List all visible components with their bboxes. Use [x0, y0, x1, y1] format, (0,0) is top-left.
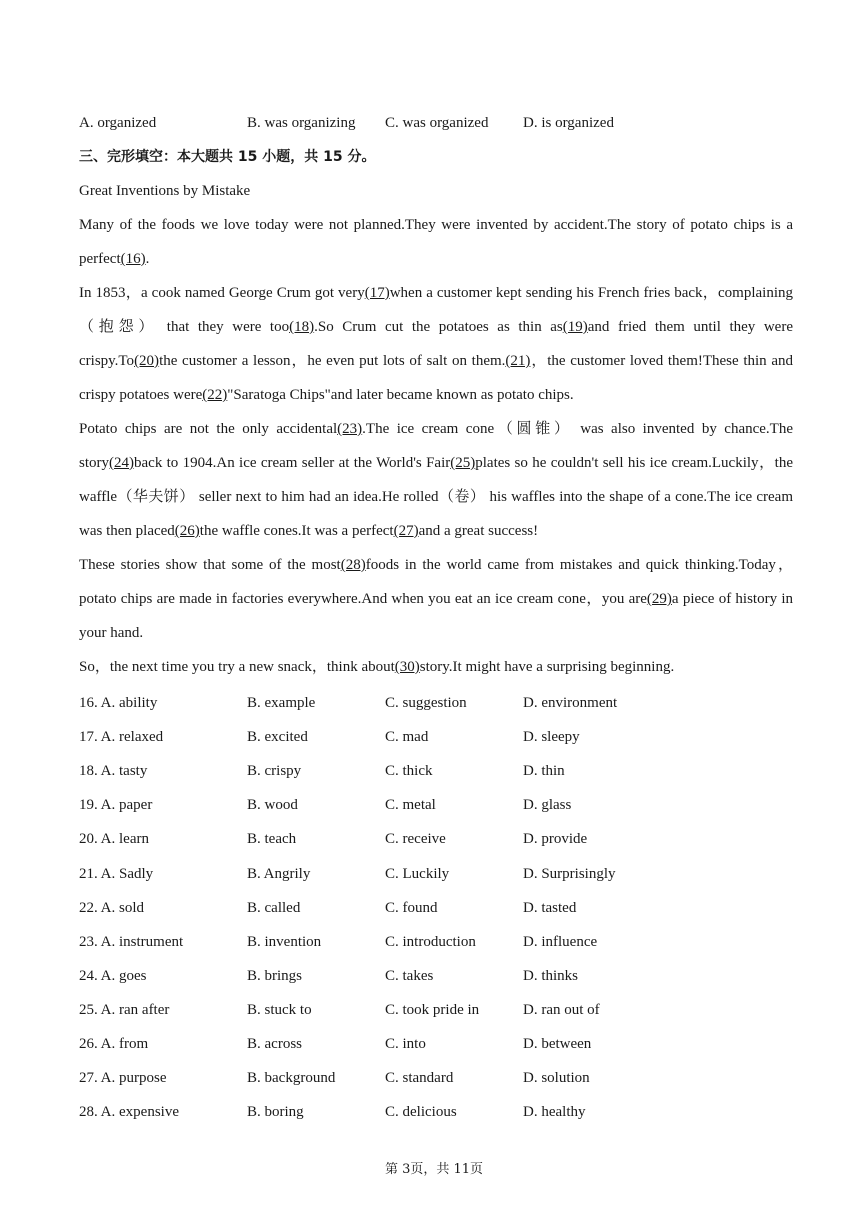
- question-25-option-c: C. took pride in: [385, 1001, 480, 1018]
- question-21-option-c: C. Luckily: [385, 865, 450, 882]
- question-23-option-d: D. influence: [523, 933, 598, 950]
- passage-text: .The ice cream cone（圆锥） was also invented by chance.The story: [79, 421, 793, 471]
- question-27-option-a: 27. A. purpose: [79, 1070, 167, 1087]
- question-17-option-a: 17. A. relaxed: [79, 729, 164, 746]
- question-27-option-b: B. background: [247, 1070, 336, 1087]
- question-19-option-d: D. glass: [523, 797, 572, 814]
- question-26-option-a: 26. A. from: [79, 1036, 149, 1052]
- question-19-option-a: 19. A. paper: [79, 797, 153, 814]
- passage-text: the waffle cones.It was a perfect: [199, 523, 394, 539]
- passage-text: and fried them until they were crispy.To: [79, 319, 793, 369]
- passage-paragraph: [79, 548, 793, 650]
- blank-20: (20): [134, 353, 160, 369]
- question-18-option-b: B. crispy: [247, 763, 302, 780]
- question-26-option-c: C. into: [385, 1036, 426, 1052]
- question-22-option-d: D. tasted: [523, 899, 577, 916]
- question-26-option-b: B. across: [247, 1036, 302, 1052]
- question-16-option-d: D. environment: [523, 695, 618, 711]
- passage-text: when a customer kept sending his French fries back，complaining（抱怨） that they were too: [79, 285, 794, 335]
- question-19-option-b: B. wood: [247, 797, 298, 814]
- question-17-option-d: D. sleepy: [523, 729, 580, 746]
- question-24-option-d: D. thinks: [523, 967, 579, 984]
- question-27-option-d: D. solution: [523, 1070, 590, 1087]
- passage-text: foods in the world came from mistakes and quick thinking.Today，potato chips are made in factories everywhere.And when you eat an ice cream cone，you are: [79, 557, 794, 607]
- question-22-option-b: B. called: [247, 899, 301, 916]
- blank-21: (21): [505, 353, 531, 369]
- passage-text: the customer a lesson，he even put lots of salt on them.: [159, 353, 506, 369]
- blank-18: (18): [289, 319, 315, 335]
- passage-text: ，the customer loved them!These thin and crispy potatoes were: [79, 353, 793, 403]
- question-21-option-b: B. Angrily: [247, 865, 311, 882]
- question-20-option-b: B. teach: [247, 831, 297, 848]
- question-17-option-b: B. excited: [247, 729, 308, 746]
- passage-paragraph: [79, 650, 793, 684]
- question-28-option-b: B. boring: [247, 1104, 304, 1121]
- section-title: 三、完形填空：本大题共 15 小题，共 15 分。: [79, 149, 376, 165]
- question-28-option-a: 28. A. expensive: [79, 1104, 179, 1121]
- passage-text: Potato chips are not the only accidental: [79, 421, 338, 437]
- blank-23: (23): [337, 421, 363, 437]
- passage-text: These stories show that some of the most: [79, 557, 341, 573]
- blank-22: (22): [202, 387, 228, 403]
- question-22-option-c: C. found: [385, 899, 438, 916]
- blank-30: (30): [394, 659, 420, 675]
- question-25-option-a: 25. A. ran after: [79, 1001, 170, 1018]
- question-21-option-a: 21. A. Sadly: [79, 865, 154, 882]
- question-28-option-c: C. delicious: [385, 1104, 457, 1121]
- prev-option-a: A. organized: [79, 115, 157, 131]
- blank-27: (27): [393, 523, 419, 539]
- passage-text: In 1853，a cook named George Crum got very: [79, 285, 365, 301]
- question-16-option-b: B. example: [247, 695, 316, 711]
- passage-text: .So Crum cut the potatoes as thin as: [314, 319, 563, 335]
- question-23-option-c: C. introduction: [385, 933, 476, 950]
- question-25-option-d: D. ran out of: [523, 1001, 600, 1018]
- passage-text: story.It might have a surprising beginning.: [419, 659, 675, 675]
- passage-text: So，the next time you try a new snack，think about: [79, 659, 395, 675]
- question-21-option-d: D. Surprisingly: [523, 865, 616, 882]
- passage-paragraph: [79, 412, 793, 548]
- question-24-option-b: B. brings: [247, 967, 303, 984]
- question-20-option-a: 20. A. learn: [79, 831, 149, 848]
- passage-paragraph: [79, 276, 793, 412]
- question-23-option-a: 23. A. instrument: [79, 933, 184, 950]
- question-18-option-c: C. thick: [385, 763, 433, 780]
- blank-19: (19): [562, 319, 588, 335]
- question-20-option-d: D. provide: [523, 831, 588, 848]
- question-16-option-a: 16. A. ability: [79, 695, 158, 711]
- question-18-option-a: 18. A. tasty: [79, 763, 148, 780]
- blank-26: (26): [174, 523, 200, 539]
- blank-28: (28): [340, 557, 366, 573]
- prev-option-d: D. is organized: [523, 115, 614, 131]
- blank-29: (29): [646, 591, 672, 607]
- page-footer: 第 3页，共 11页: [384, 1162, 484, 1177]
- question-23-option-b: B. invention: [247, 933, 322, 950]
- passage-text: Many of the foods we love today were not planned.They were invented by accident.The story of potato chips is a perfect: [79, 217, 793, 267]
- passage-text: a piece of history in your hand.: [79, 591, 793, 641]
- prev-option-c: C. was organized: [385, 115, 489, 131]
- blank-17: (17): [364, 285, 390, 301]
- question-18-option-d: D. thin: [523, 763, 565, 780]
- passage-text: and a great success!: [418, 523, 539, 539]
- question-27-option-c: C. standard: [385, 1070, 454, 1087]
- passage-text: plates so he couldn't sell his ice cream.Luckily，the waffle（华夫饼） seller next to him had an idea.He rolled（卷） his waffles into the shape of a cone.The ice cream was then placed: [79, 455, 793, 539]
- question-26-option-d: D. between: [523, 1036, 592, 1052]
- question-28-option-d: D. healthy: [523, 1104, 586, 1121]
- question-19-option-c: C. metal: [385, 797, 436, 814]
- passage-text: back to 1904.An ice cream seller at the World's Fair: [134, 455, 451, 471]
- blank-24: (24): [109, 455, 134, 471]
- passage-text: .: [145, 251, 150, 267]
- question-25-option-b: B. stuck to: [247, 1001, 312, 1018]
- question-16-option-c: C. suggestion: [385, 695, 467, 711]
- passage-title: Great Inventions by Mistake: [79, 183, 251, 199]
- passage-text: "Saratoga Chips"and later became known as potato chips.: [227, 387, 574, 403]
- question-24-option-a: 24. A. goes: [79, 967, 147, 984]
- question-22-option-a: 22. A. sold: [79, 899, 145, 916]
- prev-option-b: B. was organizing: [247, 115, 356, 131]
- question-17-option-c: C. mad: [385, 729, 429, 746]
- blank-16: (16): [120, 251, 146, 267]
- question-24-option-c: C. takes: [385, 967, 434, 984]
- question-20-option-c: C. receive: [385, 831, 446, 848]
- passage-paragraph: [79, 208, 793, 276]
- blank-25: (25): [450, 455, 476, 471]
